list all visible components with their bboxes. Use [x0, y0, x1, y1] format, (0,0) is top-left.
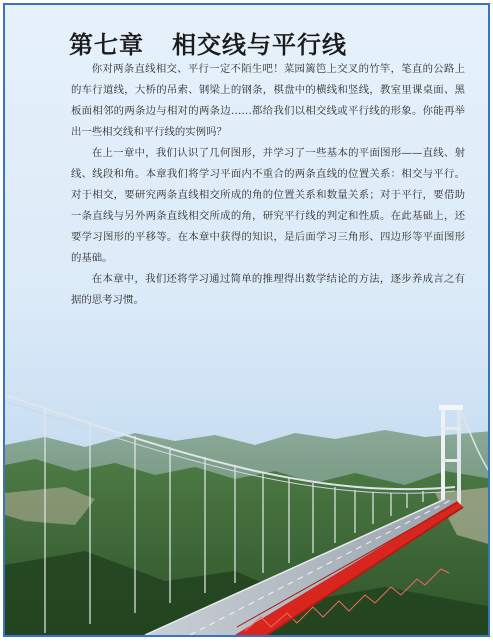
intro-paragraph: 在上一章中，我们认识了几何图形，并学习了一些基本的平面图形——直线、射线、线段和角。本章我们将学习平面内不重合的两条直线的位置关系：相交与平行。对于相交，要研究两条直线相交所成的角的位置关系和数量关系；对于平行，要借助一条直线与另外两条直线相交所成的角，研究平行线的判定和性质。在此基础上，还要学习图形的平移等。在本章中获得的知识，是后面学习三角形、四边形等平面图形的基础。 [71, 147, 465, 264]
chapter-title [69, 25, 347, 60]
intro-paragraph: 在本章中，我们还将学习通过简单的推理得出数学结论的方法，逐步养成言之有据的思考习惯。 [71, 273, 465, 306]
chapter-name: 相交线与平行线 [172, 31, 347, 59]
chapter-introduction [71, 59, 465, 311]
intro-paragraph: 你对两条直线相交、平行一定不陌生吧！菜园篱笆上交叉的竹竿，笔直的公路上的车行道线，大桥的吊索、钢梁上的钢条，棋盘中的横线和竖线，教室里课桌面、黑板面相邻的两条边与相对的两条边……都给我们以相交线或平行线的形象。你能再举出一些相交线和平行线的实例吗？ [71, 63, 465, 138]
chapter-page [3, 3, 490, 637]
chapter-number: 第七章 [69, 31, 144, 59]
bridge-illustration [5, 375, 490, 635]
